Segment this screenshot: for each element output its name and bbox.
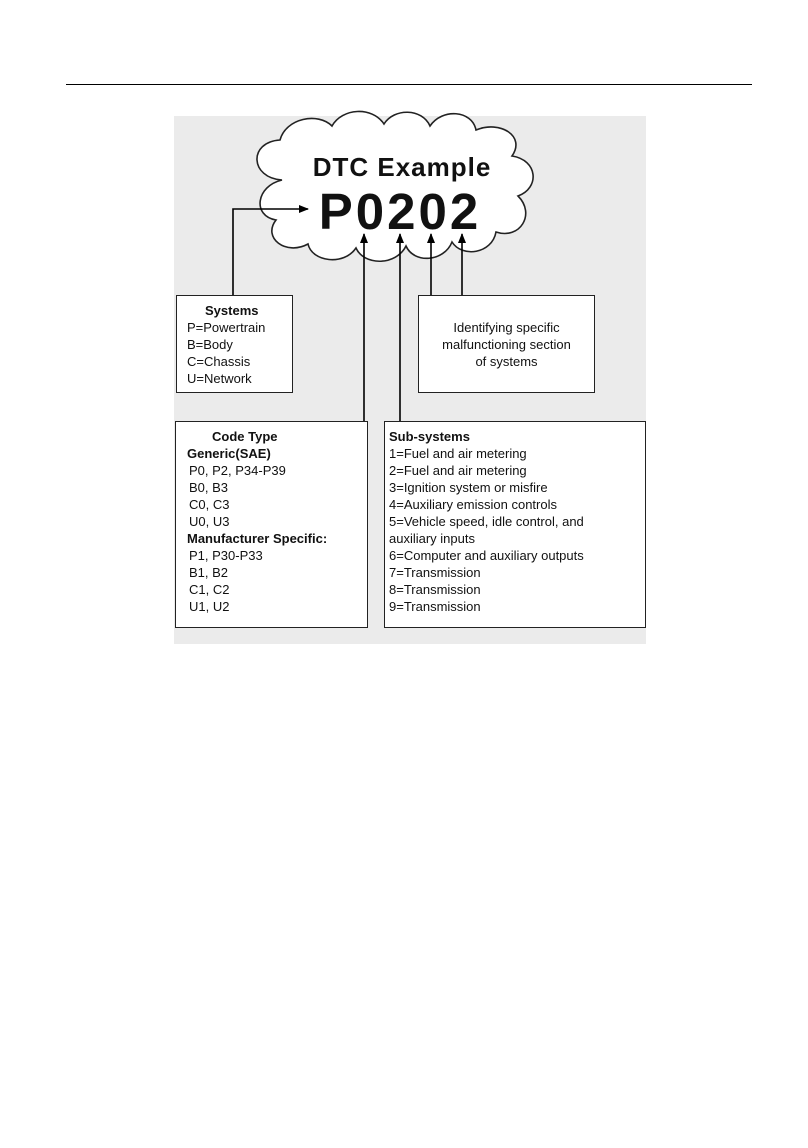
generic-item: U0, U3 <box>189 514 230 529</box>
systems-box <box>176 295 293 393</box>
subsystems-item: 3=Ignition system or misfire <box>389 480 548 495</box>
generic-item: B0, B3 <box>189 480 229 495</box>
subsystems-item: auxiliary inputs <box>389 531 475 546</box>
subsystems-item: 8=Transmission <box>389 582 481 597</box>
subsystems-item: 9=Transmission <box>389 599 481 614</box>
subsystems-item: 6=Computer and auxiliary outputs <box>389 548 584 563</box>
generic-item: P0, P2, P34-P39 <box>189 463 286 478</box>
subsystems-box <box>384 421 646 628</box>
subsystems-heading: Sub-systems <box>389 429 470 444</box>
systems-heading: Systems <box>205 303 259 318</box>
identifying-line: Identifying specific <box>453 320 560 335</box>
manufacturer-item: C1, C2 <box>189 582 230 597</box>
subsystems-item: 5=Vehicle speed, idle control, and <box>389 514 584 529</box>
generic-heading: Generic(SAE) <box>187 446 271 461</box>
systems-item: B=Body <box>187 337 233 352</box>
manufacturer-heading: Manufacturer Specific: <box>187 531 328 546</box>
systems-item: U=Network <box>187 371 252 386</box>
subsystems-item: 4=Auxiliary emission controls <box>389 497 557 512</box>
identifying-line: malfunctioning section <box>442 337 571 352</box>
systems-item: C=Chassis <box>187 354 251 369</box>
subsystems-item: 2=Fuel and air metering <box>389 463 527 478</box>
manufacturer-item: U1, U2 <box>189 599 230 614</box>
generic-item: C0, C3 <box>189 497 230 512</box>
code-type-box <box>175 421 368 628</box>
code-type-heading: Code Type <box>212 429 278 444</box>
manufacturer-item: B1, B2 <box>189 565 229 580</box>
subsystems-item: 7=Transmission <box>389 565 481 580</box>
identifying-box <box>418 295 595 393</box>
subsystems-item: 1=Fuel and air metering <box>389 446 527 461</box>
dtc-code: P0202 <box>318 183 482 240</box>
diagram-title: DTC Example <box>312 152 492 182</box>
manufacturer-item: P1, P30-P33 <box>189 548 263 563</box>
systems-item: P=Powertrain <box>187 320 266 335</box>
identifying-line: of systems <box>475 354 538 369</box>
